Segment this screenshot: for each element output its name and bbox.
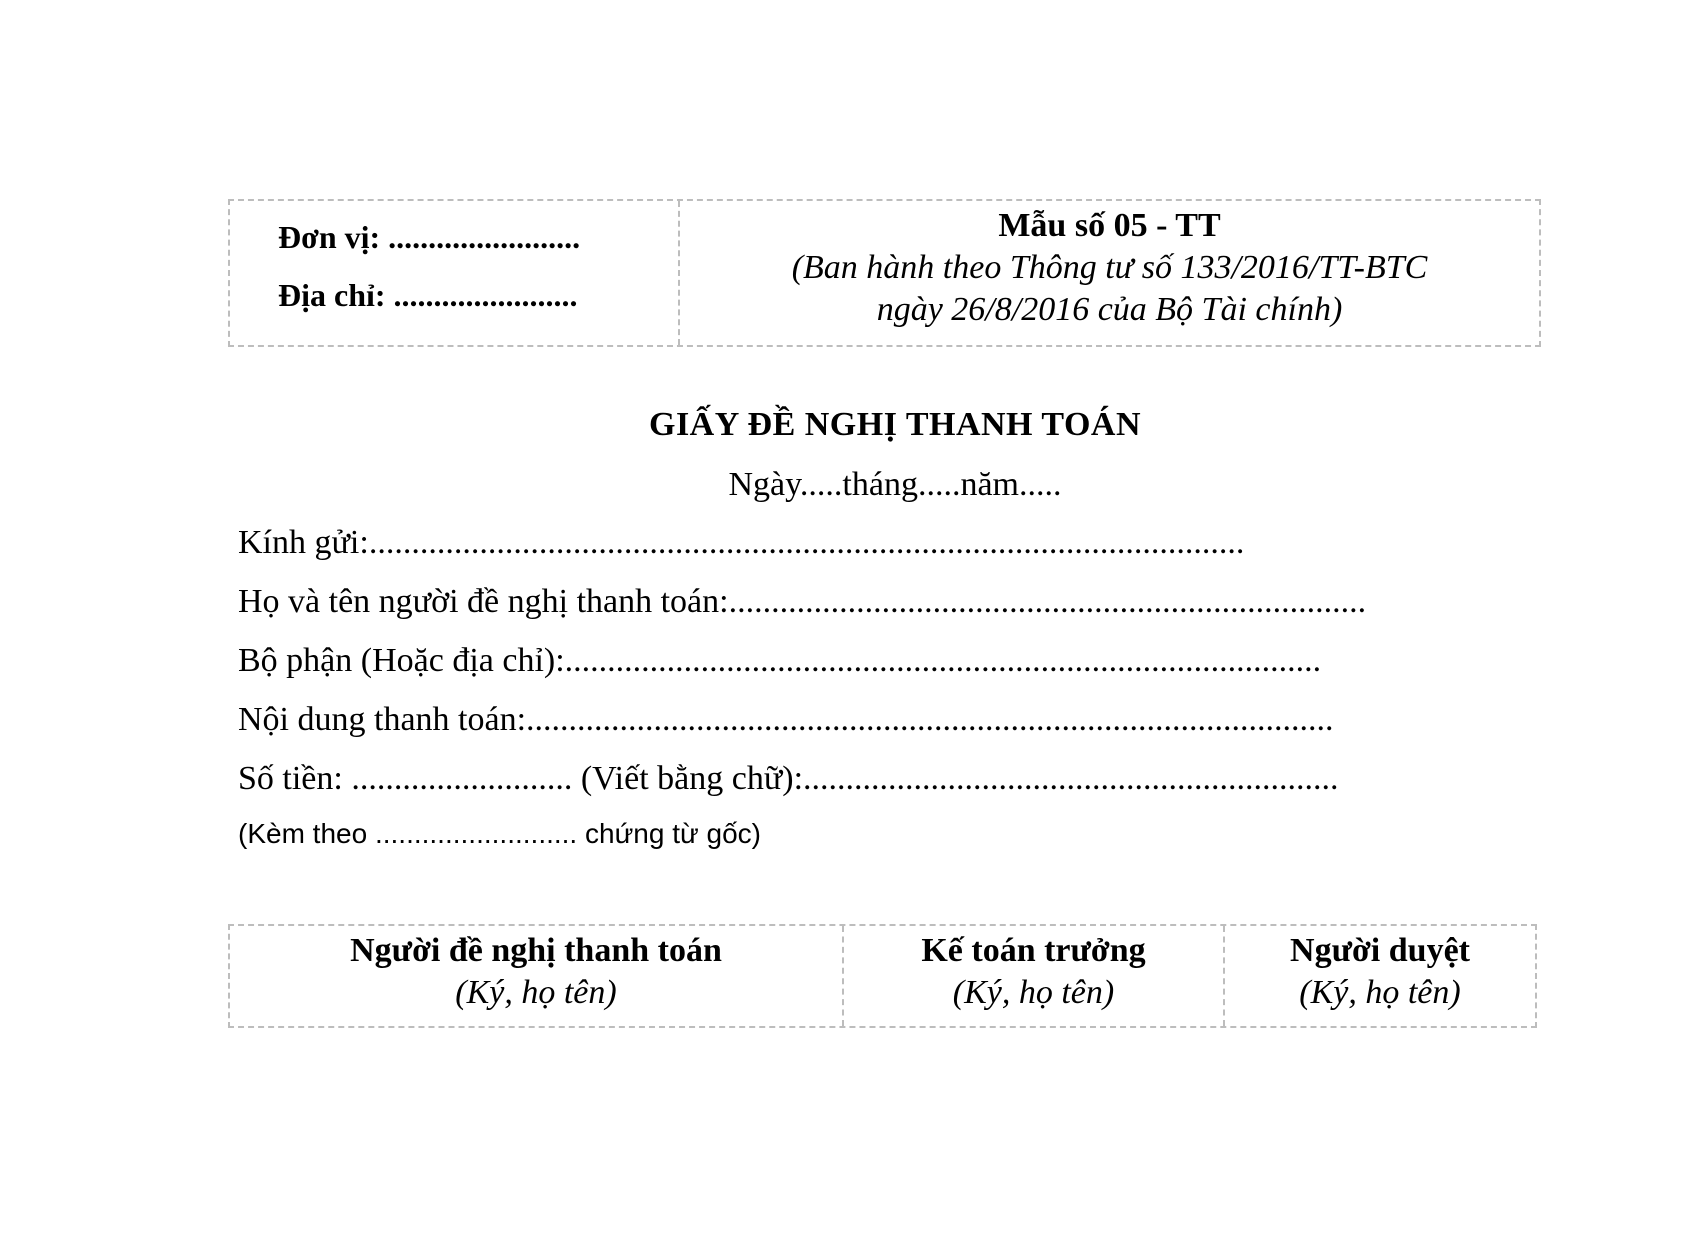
header-box [228, 199, 1541, 347]
date-field[interactable]: Ngày.....tháng.....năm..... [728, 466, 1062, 503]
signature-box [228, 924, 1537, 1028]
signature-role: Người duyệt [1290, 932, 1470, 969]
address-field[interactable]: Địa chỉ: ....................... [278, 277, 578, 313]
signature-hint: (Ký, họ tên) [455, 974, 617, 1011]
form-code: Mẫu số 05 - TT [998, 207, 1221, 244]
unit-info [230, 201, 680, 345]
requester-name-field[interactable]: Họ và tên người đề nghị thanh toán:........................................................................... [238, 583, 1367, 620]
department-field[interactable]: Bộ phận (Hoặc địa chỉ):......................................................................................... [238, 642, 1322, 679]
signature-hint: (Ký, họ tên) [952, 974, 1115, 1011]
signature-approver[interactable] [1223, 926, 1535, 1026]
form-ref-line1: (Ban hành theo Thông tư số 133/2016/TT-BTC [791, 249, 1428, 286]
signature-chief-accountant[interactable] [842, 926, 1223, 1026]
form-reference [680, 201, 1539, 345]
recipient-field[interactable]: Kính gửi:....................................................................................................... [238, 524, 1245, 561]
signature-role: Người đề nghị thanh toán [350, 932, 722, 969]
amount-field[interactable]: Số tiền: .......................... (Viết bằng chữ):............................................................... [238, 760, 1339, 797]
attachment-note[interactable]: (Kèm theo .......................... chứng từ gốc) [238, 818, 762, 849]
signature-role: Kế toán trưởng [921, 932, 1146, 969]
document-title: GIẤY ĐỀ NGHỊ THANH TOÁN [649, 406, 1141, 443]
unit-field[interactable]: Đơn vị: ........................ [278, 219, 581, 255]
payment-content-field[interactable]: Nội dung thanh toán:............................................................................................... [238, 701, 1334, 738]
signature-hint: (Ký, họ tên) [1299, 974, 1461, 1011]
signature-requester[interactable] [230, 926, 842, 1026]
form-ref-line2: ngày 26/8/2016 của Bộ Tài chính) [876, 291, 1343, 328]
